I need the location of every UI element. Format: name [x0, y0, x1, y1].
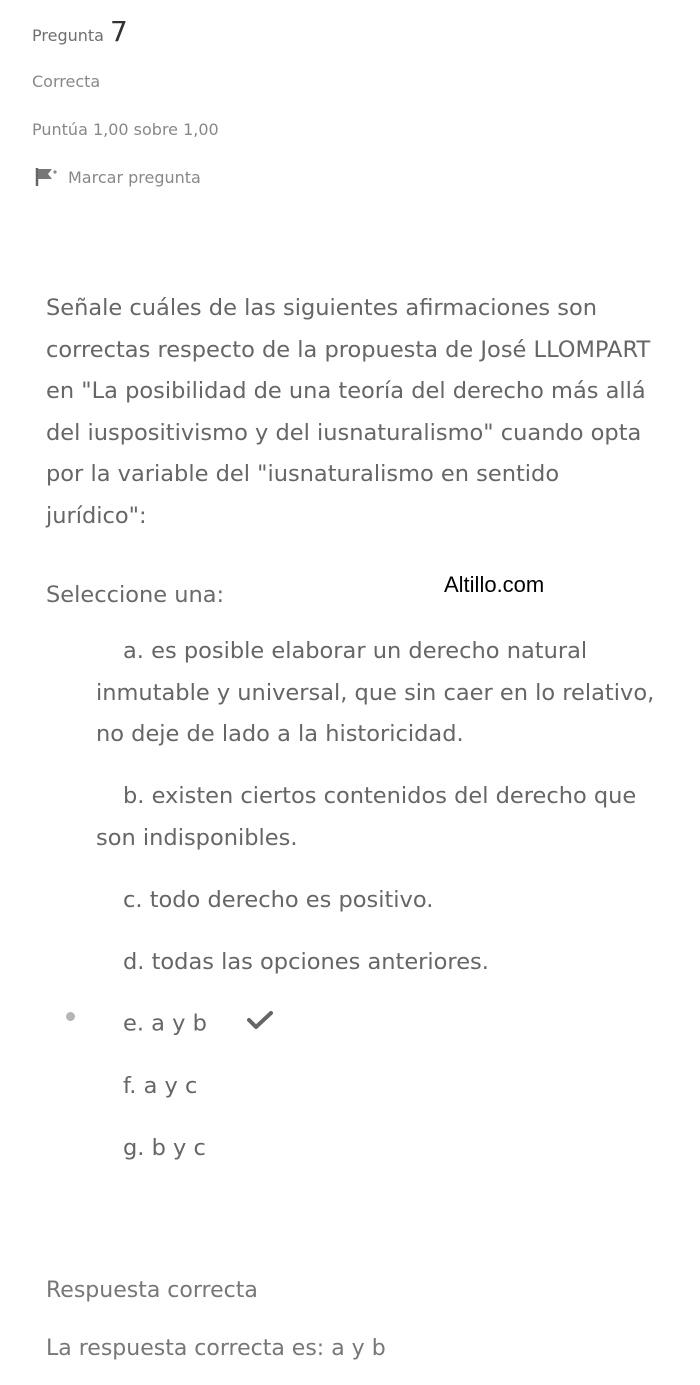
answer-option-f[interactable] [96, 1066, 656, 1108]
question-info [32, 15, 332, 48]
check-icon [220, 1003, 273, 1045]
flag-icon [34, 166, 58, 188]
option-text: b y c [151, 1135, 206, 1161]
option-text: todo derecho es positivo. [149, 887, 434, 913]
option-letter: b. [123, 783, 145, 809]
answer-prompt: Seleccione una: [46, 582, 225, 608]
option-letter: e. [123, 1010, 144, 1037]
option-letter: f. [123, 1073, 137, 1099]
answer-option-a[interactable] [96, 631, 656, 756]
answer-option-b[interactable] [96, 776, 656, 859]
question-text: Señale cuáles de las siguientes afirmaciones son correctas respecto de la propuesta de José LLOMPART en "La posibilidad de una teoría del derecho más allá del iuspositivismo y del iusnaturalismo" cuando opta por la variable del "iusnaturalismo en sentido jurídico": [46, 295, 651, 529]
selected-radio[interactable] [66, 1012, 75, 1021]
flag-question-label: Marcar pregunta [68, 167, 201, 187]
flag-question-button[interactable] [34, 166, 201, 188]
option-text: a y b [151, 1010, 207, 1037]
option-text: es posible elaborar un derecho natural inmutable y universal, que sin caer en lo relativo, no deje de lado a la historicidad. [96, 638, 655, 747]
option-text: todas las opciones anteriores. [151, 949, 489, 975]
option-letter: a. [123, 638, 144, 664]
question-header [32, 15, 332, 48]
question-state: Correcta [32, 72, 101, 91]
option-letter: d. [123, 949, 145, 975]
question-number: 7 [109, 15, 128, 48]
feedback-answer: La respuesta correcta es: a y b [46, 1336, 386, 1361]
question-label: Pregunta [32, 26, 104, 45]
feedback-status: Respuesta correcta [46, 1278, 258, 1303]
option-text: existen ciertos contenidos del derecho que son indisponibles. [96, 783, 637, 851]
answer-option-e[interactable] [96, 1003, 656, 1045]
question-grade: Puntúa 1,00 sobre 1,00 [32, 120, 219, 139]
answer-option-g[interactable] [96, 1128, 656, 1170]
option-letter: g. [123, 1135, 145, 1161]
watermark-text: Altillo.com [444, 572, 545, 597]
option-letter: c. [123, 887, 143, 913]
option-text: a y c [143, 1073, 198, 1099]
answer-option-c[interactable] [96, 880, 656, 922]
answer-option-d[interactable] [96, 942, 656, 984]
